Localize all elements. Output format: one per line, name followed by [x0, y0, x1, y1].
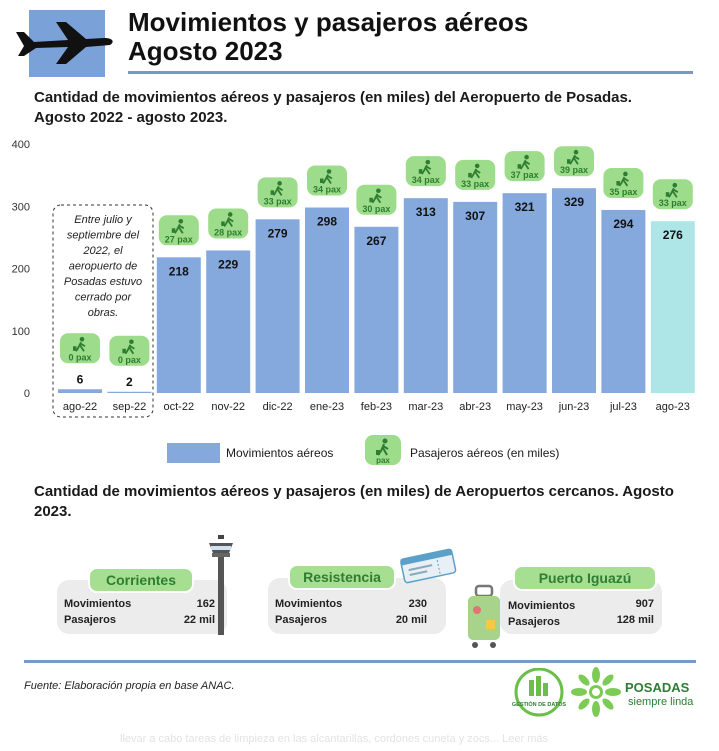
- corrientes-mov-value: 162: [196, 598, 215, 610]
- legend-movements-swatch: [167, 443, 220, 463]
- pax-label-may-23: 37 pax: [510, 170, 539, 181]
- corrientes-mov-label: Movimientos: [64, 598, 132, 610]
- bar-jun-23: [552, 188, 596, 393]
- traveler-icon: [426, 160, 431, 165]
- x-tick-label-sep-22: sep-22: [112, 401, 147, 413]
- boarding-pass-icon: [398, 546, 458, 584]
- value-label-may-23: 321: [514, 200, 535, 215]
- traveler-icon: [574, 150, 579, 155]
- annotation-line: Entre julio y: [74, 214, 132, 226]
- luggage-icon: [73, 346, 77, 351]
- legend-pax-label: Pasajeros aéreos (en miles): [410, 446, 560, 460]
- source-note: Fuente: Elaboración propia en base ANAC.: [24, 680, 235, 692]
- pax-label-sep-22: 0 pax: [117, 354, 141, 365]
- bar-feb-23: [354, 227, 398, 393]
- pax-label-dic-22: 33 pax: [263, 196, 292, 207]
- airplane-icon: [12, 18, 117, 66]
- bar-jul-23: [601, 210, 645, 393]
- iguazu-mov-value: 907: [635, 598, 654, 610]
- x-tick-label-jul-23: jul-23: [609, 401, 637, 413]
- corrientes-pax-label: Pasajeros: [64, 614, 116, 626]
- x-tick-label-nov-22: nov-22: [211, 401, 246, 413]
- annotation-line: septiembre del: [66, 229, 140, 242]
- value-label-mar-23: 313: [415, 205, 436, 220]
- value-label-ago-22: 6: [76, 372, 84, 387]
- traveler-icon: [327, 169, 332, 174]
- bar-sep-22: [107, 392, 151, 393]
- value-label-jun-23: 329: [563, 195, 585, 210]
- luggage-icon: [468, 173, 472, 178]
- pax-label-oct-22: 27 pax: [164, 234, 193, 245]
- x-tick-label-ago-23: ago-23: [655, 401, 690, 413]
- faded-caption: llevar a cabo tareas de limpieza en las alcantarillas, cordones cuneta y zocs... Leer más: [120, 733, 548, 745]
- pax-label-jun-23: 39 pax: [559, 165, 589, 176]
- card-corrientes-title: Corrientes: [88, 567, 194, 593]
- value-label-ene-23: 298: [316, 214, 338, 229]
- pax-label-ago-22: 0 pax: [68, 352, 92, 363]
- annotation-line: 2022, el: [83, 245, 123, 257]
- luggage-icon: [518, 164, 522, 169]
- pax-label-jul-23: 35 pax: [609, 186, 638, 197]
- pax-label-mar-23: 34 pax: [411, 175, 440, 186]
- luggage-icon: [122, 349, 126, 354]
- card-iguazu-title: Puerto Iguazú: [513, 565, 657, 591]
- value-label-ago-23: 276: [662, 228, 683, 243]
- badge-text: GESTIÓN DE DATOS: [512, 702, 566, 708]
- title-line-2: Agosto 2023: [128, 36, 283, 66]
- traveler-icon: [673, 183, 678, 188]
- traveler-icon: [277, 181, 282, 186]
- pax-label-ene-23: 34 pax: [312, 184, 342, 195]
- x-tick-label-may-23: may-23: [506, 401, 543, 413]
- brand-name: POSADAS: [625, 680, 690, 695]
- x-tick-label-jun-23: jun-23: [558, 401, 590, 413]
- posadas-logo-icon: [570, 666, 622, 718]
- traveler-icon: [365, 435, 401, 465]
- iguazu-mov-label: Movimientos: [508, 600, 576, 612]
- traveler-icon: [475, 164, 480, 169]
- y-tick-label: 0: [23, 388, 30, 400]
- traveler-icon: [376, 188, 381, 193]
- bar-dic-22: [256, 219, 300, 393]
- x-tick-label-abr-23: abr-23: [459, 401, 492, 413]
- traveler-icon: [80, 337, 85, 342]
- title-line-1: Movimientos y pasajeros aéreos: [128, 7, 529, 37]
- card-resistencia-title: Resistencia: [288, 564, 396, 590]
- value-label-dic-22: 279: [267, 226, 288, 241]
- legend-movements-label: Movimientos aéreos: [226, 446, 334, 460]
- resistencia-pax-value: 20 mil: [395, 614, 427, 626]
- annotation-line: Posadas estuvo: [63, 276, 143, 288]
- footer-divider: [24, 660, 696, 663]
- y-tick-label: 400: [11, 139, 30, 151]
- suitcase-icon: [462, 584, 506, 650]
- annotation-line: obras.: [87, 307, 119, 319]
- x-tick-label-oct-22: oct-22: [163, 401, 195, 413]
- movements-chart: [0, 130, 719, 470]
- resistencia-pax-label: Pasajeros: [275, 614, 327, 626]
- bar-ene-23: [305, 207, 349, 393]
- luggage-icon: [320, 178, 324, 183]
- luggage-icon: [419, 169, 423, 174]
- value-label-sep-22: 2: [126, 374, 133, 389]
- data-management-badge: [512, 668, 566, 718]
- legend-pax-text: pax: [376, 456, 390, 465]
- luggage-icon: [567, 159, 571, 164]
- pax-label-nov-22: 28 pax: [214, 227, 243, 238]
- resistencia-mov-label: Movimientos: [275, 598, 343, 610]
- bar-ago-22: [58, 389, 102, 393]
- bar-nov-22: [206, 250, 250, 393]
- traveler-icon: [228, 212, 233, 217]
- x-tick-label-ago-22: ago-22: [62, 401, 98, 413]
- value-label-oct-22: 218: [168, 264, 189, 279]
- bar-may-23: [503, 193, 547, 393]
- luggage-icon: [221, 221, 225, 226]
- luggage-icon: [369, 198, 373, 203]
- control-tower-icon: [205, 533, 245, 638]
- x-tick-label-dic-22: dic-22: [262, 401, 293, 413]
- value-label-nov-22: 229: [218, 257, 239, 272]
- value-label-jul-23: 294: [613, 216, 634, 231]
- corrientes-pax-value: 22 mil: [183, 614, 215, 626]
- y-tick-label: 200: [11, 263, 30, 276]
- iguazu-pax-label: Pasajeros: [508, 616, 560, 628]
- chart-subtitle: Cantidad de movimientos aéreos y pasajeros (en miles) del Aeropuerto de Posadas. Agosto 2022 - agosto 2023.: [34, 89, 632, 126]
- luggage-icon: [616, 181, 620, 186]
- y-tick-label: 100: [11, 325, 30, 338]
- nearby-subtitle: Cantidad de movimientos aéreos y pasajeros (en miles) de Aeropuertos cercanos. Agosto 2023.: [34, 483, 674, 520]
- page-title: [128, 8, 528, 66]
- value-label-abr-23: 307: [465, 208, 486, 223]
- iguazu-pax-value: 128 mil: [616, 614, 654, 626]
- pax-label-ago-23: 33 pax: [658, 198, 687, 209]
- bar-mar-23: [404, 198, 448, 393]
- bar-ago-23: [651, 221, 695, 393]
- x-tick-label-mar-23: mar-23: [408, 401, 444, 413]
- annotation-line: cerrado por: [74, 291, 132, 304]
- bar-abr-23: [453, 202, 497, 393]
- x-tick-label-ene-23: ene-23: [309, 401, 345, 413]
- pax-label-feb-23: 30 pax: [362, 203, 391, 214]
- annotation-line: aeropuerto de: [68, 260, 138, 273]
- pax-label-abr-23: 33 pax: [461, 178, 490, 189]
- traveler-icon: [179, 219, 184, 224]
- luggage-icon: [666, 192, 670, 197]
- luggage-icon: [271, 190, 275, 195]
- legend-pax-badge: [365, 435, 401, 465]
- y-tick-label: 300: [11, 201, 30, 214]
- traveler-icon: [623, 172, 628, 177]
- traveler-icon: [129, 339, 134, 344]
- x-tick-label-feb-23: feb-23: [360, 401, 393, 413]
- brand-tagline: siempre linda: [628, 696, 694, 708]
- traveler-icon: [524, 155, 529, 160]
- title-divider: [128, 71, 693, 74]
- luggage-icon: [172, 228, 176, 233]
- resistencia-mov-value: 230: [408, 598, 427, 610]
- value-label-feb-23: 267: [366, 233, 387, 248]
